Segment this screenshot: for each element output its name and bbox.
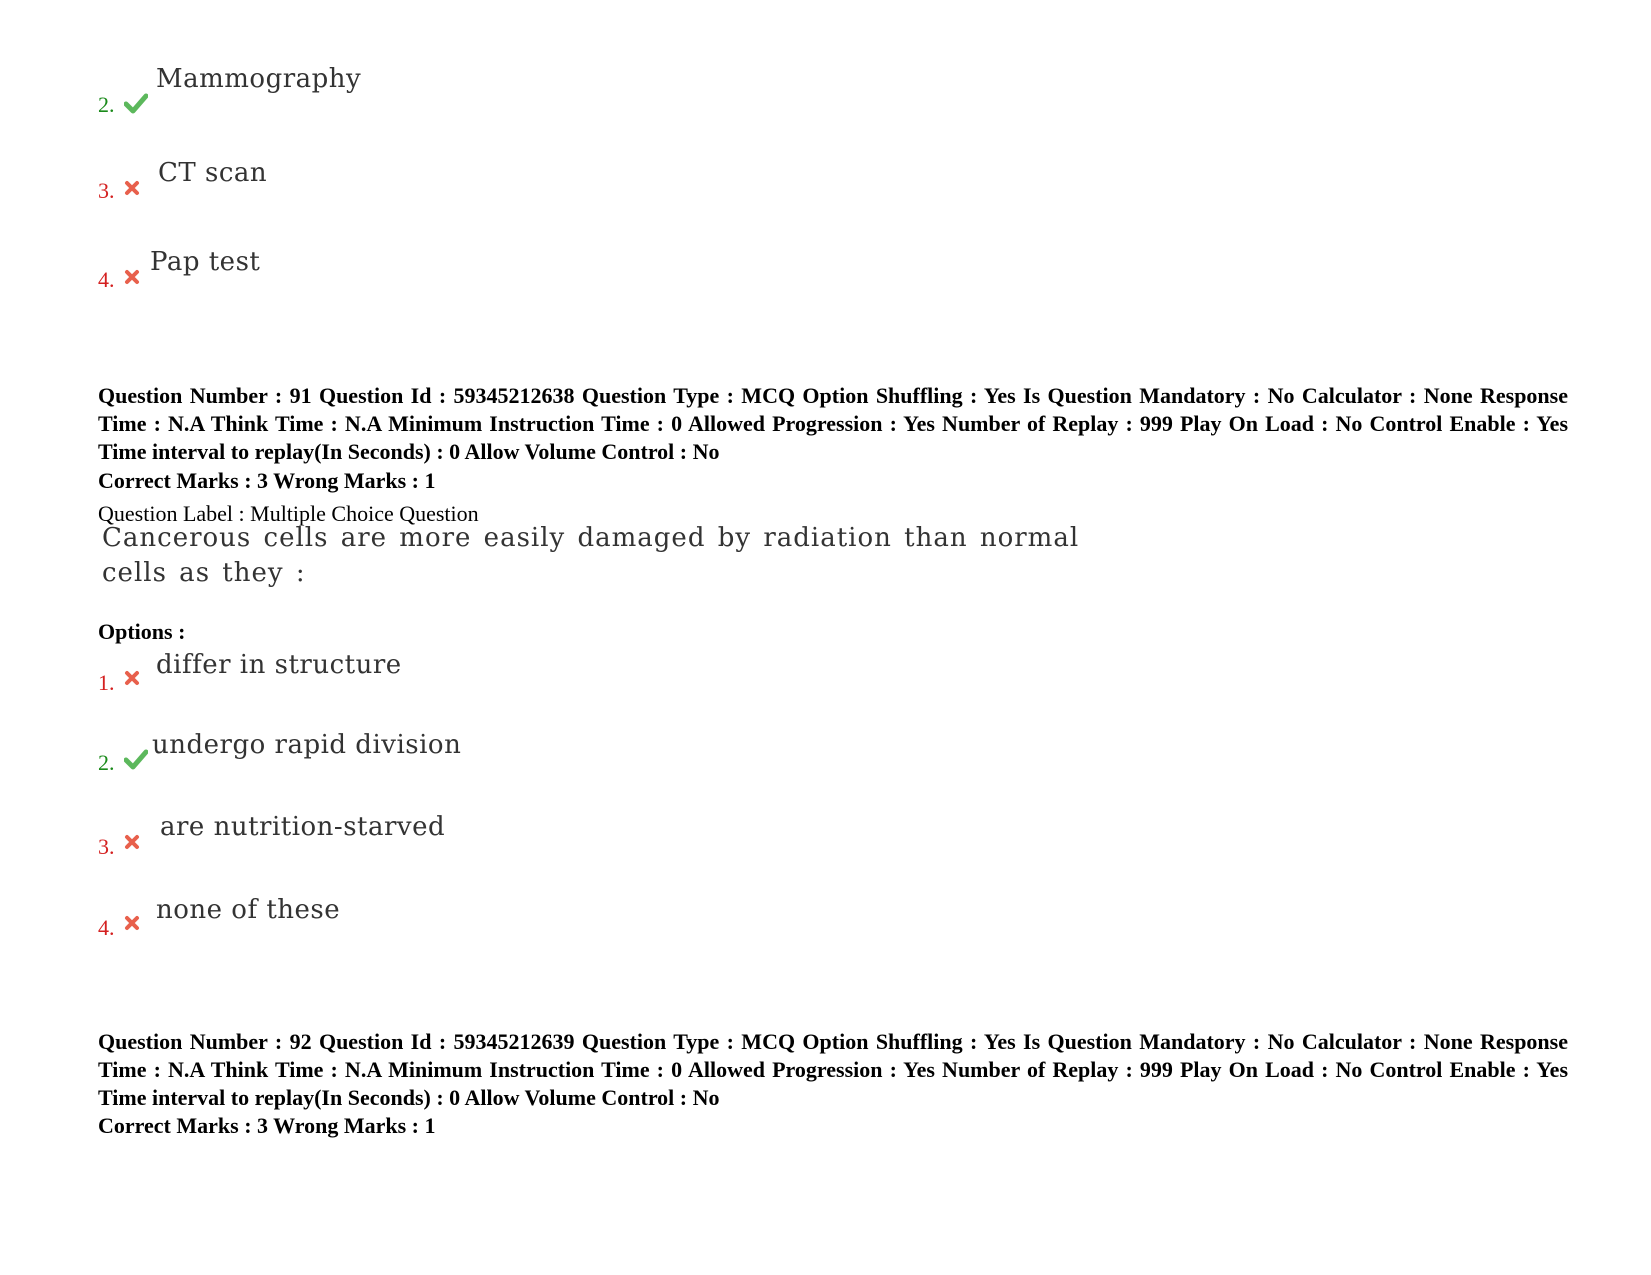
question-text-line: cells as they : — [102, 558, 306, 588]
question-meta: Question Number : 91 Question Id : 59345212638 Question Type : MCQ Option Shuffling : Yes Is Question Mandatory : No Calculator : None Response Time : N.A Think Time : N.A Minimum Instruction Time : 0 Allowed Progression : Yes Number of Replay : 999 Play On Load : No Control Enable : Yes Time interval to replay(In Seconds) : 0 Allow Volume Control : No — [98, 383, 1568, 464]
option-number: 3. — [98, 834, 115, 859]
question-marks: Correct Marks : 3 Wrong Marks : 1 — [98, 468, 436, 493]
option-row — [98, 62, 898, 122]
option-row — [98, 247, 898, 307]
option-number: 4. — [98, 915, 115, 940]
cross-icon — [124, 670, 146, 692]
question-label: Question Label : Multiple Choice Question — [98, 501, 479, 526]
question-text — [102, 521, 1082, 591]
option-number: 2. — [98, 92, 115, 117]
check-icon — [124, 92, 146, 114]
option-row — [98, 650, 898, 710]
option-text: undergo rapid division — [152, 730, 462, 760]
cross-icon — [124, 915, 146, 937]
option-text: Pap test — [150, 247, 261, 277]
option-number: 1. — [98, 670, 115, 695]
option-number: 2. — [98, 750, 115, 775]
check-icon — [124, 748, 146, 770]
option-text: none of these — [156, 895, 341, 925]
option-row — [98, 895, 898, 955]
options-heading: Options : — [98, 619, 186, 644]
cross-icon — [124, 180, 146, 202]
option-text: differ in structure — [156, 650, 402, 680]
question-text-line: Cancerous cells are more easily damaged by radiation than normal — [102, 523, 1080, 553]
question-meta: Question Number : 92 Question Id : 59345212639 Question Type : MCQ Option Shuffling : Yes Is Question Mandatory : No Calculator : None Response Time : N.A Think Time : N.A Minimum Instruction Time : 0 Allowed Progression : Yes Number of Replay : 999 Play On Load : No Control Enable : Yes Time interval to replay(In Seconds) : 0 Allow Volume Control : No — [98, 1029, 1568, 1110]
option-number: 3. — [98, 178, 115, 203]
option-text: CT scan — [158, 158, 268, 188]
option-text: Mammography — [156, 64, 362, 94]
option-row — [98, 730, 898, 790]
option-row — [98, 812, 898, 872]
cross-icon — [124, 834, 146, 856]
question-marks: Correct Marks : 3 Wrong Marks : 1 — [98, 1113, 436, 1138]
option-number: 4. — [98, 267, 115, 292]
option-row — [98, 158, 898, 218]
option-text: are nutrition-starved — [160, 812, 446, 842]
cross-icon — [124, 269, 146, 291]
